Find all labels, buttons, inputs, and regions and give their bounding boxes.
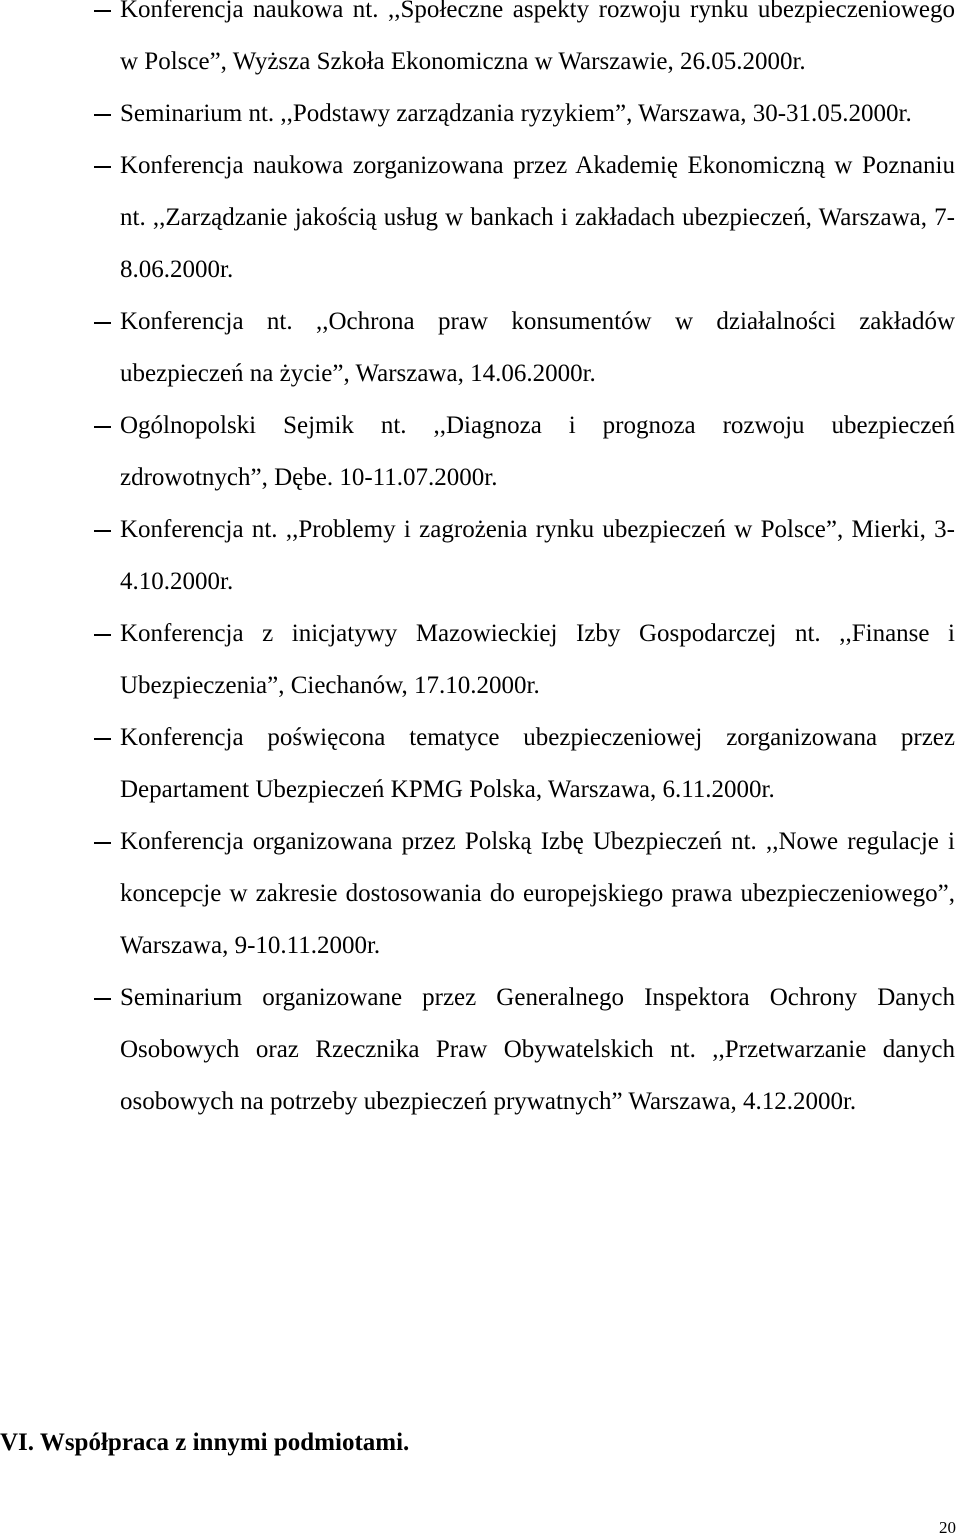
list-item-text: Konferencja nt. ,,Ochrona praw konsumentów w działalności zakładów ubezpieczeń na życie”, Warszawa, 14.06.2000r. <box>120 308 955 387</box>
list-item-text: Konferencja nt. ,,Problemy i zagrożenia rynku ubezpieczeń w Polsce”, Mierki, 3-4.10.2000r. <box>120 516 955 595</box>
list-item <box>0 296 960 400</box>
list-item <box>0 0 960 88</box>
dash-bullet-icon <box>94 10 111 12</box>
section-heading: VI. Współpraca z innymi podmiotami. <box>0 1429 410 1456</box>
list-item <box>0 972 960 1128</box>
list-item <box>0 504 960 608</box>
dash-bullet-icon <box>94 166 111 168</box>
dash-bullet-icon <box>94 530 111 532</box>
list-item-text: Konferencja poświęcona tematyce ubezpieczeniowej zorganizowana przez Departament Ubezpieczeń KPMG Polska, Warszawa, 6.11.2000r. <box>120 724 955 803</box>
list-item <box>0 400 960 504</box>
list-item-text: Ogólnopolski Sejmik nt. ,,Diagnoza i prognoza rozwoju ubezpieczeń zdrowotnych”, Dębe. 10-11.07.2000r. <box>120 412 955 491</box>
list-item-text: Konferencja organizowana przez Polską Izbę Ubezpieczeń nt. ,,Nowe regulacje i koncepcje w zakresie dostosowania do europejskiego prawa ubezpieczeniowego”, Warszawa, 9-10.11.2000r. <box>120 828 955 959</box>
list-item-text: Seminarium nt. ,,Podstawy zarządzania ryzykiem”, Warszawa, 30-31.05.2000r. <box>120 100 912 127</box>
list-item-text: Konferencja naukowa nt. ,,Społeczne aspekty rozwoju rynku ubezpieczeniowego w Polsce”, Wyższa Szkoła Ekonomiczna w Warszawie, 26.05.2000r. <box>120 0 955 75</box>
dash-bullet-icon <box>94 322 111 324</box>
page-number: 20 <box>939 1518 956 1537</box>
list-item <box>0 712 960 816</box>
list-item-text: Konferencja z inicjatywy Mazowieckiej Izby Gospodarczej nt. ,,Finanse i Ubezpieczenia”, Ciechanów, 17.10.2000r. <box>120 620 955 699</box>
dash-bullet-icon <box>94 738 111 740</box>
dash-bullet-icon <box>94 114 111 116</box>
list-item-text: Seminarium organizowane przez Generalnego Inspektora Ochrony Danych Osobowych oraz Rzecznika Praw Obywatelskich nt. ,,Przetwarzanie danych osobowych na potrzeby ubezpieczeń prywatnych” Warszawa, 4.12.2000r. <box>120 984 955 1115</box>
dash-bullet-icon <box>94 426 111 428</box>
list-item <box>0 608 960 712</box>
dash-bullet-icon <box>94 998 111 1000</box>
dash-bullet-icon <box>94 634 111 636</box>
list-item <box>0 816 960 972</box>
list-item <box>0 88 960 140</box>
list-item <box>0 140 960 296</box>
list-item-text: Konferencja naukowa zorganizowana przez Akademię Ekonomiczną w Poznaniu nt. ,,Zarządzanie jakością usług w bankach i zakładach ubezpieczeń, Warszawa, 7-8.06.2000r. <box>120 152 955 283</box>
dash-bullet-icon <box>94 842 111 844</box>
